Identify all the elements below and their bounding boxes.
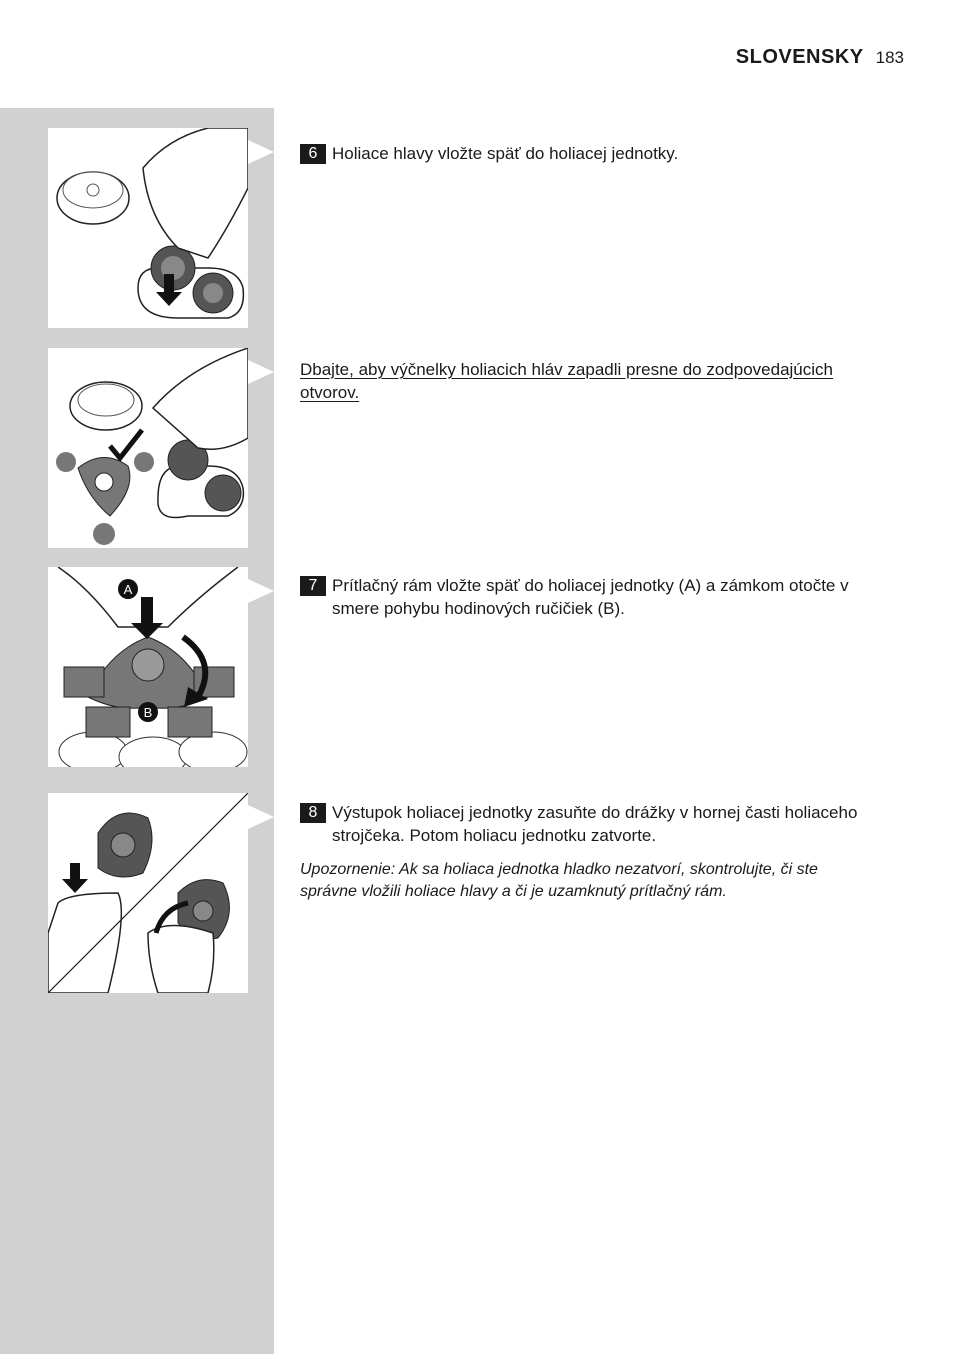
warning-note [300,859,840,903]
page-number: 183 [875,48,904,67]
insert-heads-illustration [48,128,248,328]
retaining-frame-illustration [48,567,248,767]
figure-alignment [48,348,248,548]
step-number: 6 [300,144,326,164]
step-text: Prítlačný rám vložte späť do holiacej jednotky (A) a zámkom otočte v smere pohybu hodinových ručičiek (B). [332,576,849,618]
figure-pointer [248,360,274,384]
warning-note-text: Upozornenie: Ak sa holiaca jednotka hladko nezatvorí, skontrolujte, či ste správne vložili holiace hlavy a či je uzamknutý prítlačný rám. [300,861,818,900]
figure-pointer [248,805,274,829]
figure-close-unit [48,793,248,993]
page-header [736,46,904,69]
figure-retaining-frame [48,567,248,767]
alignment-note-text: Dbajte, aby výčnelky holiacich hláv zapadli presne do zodpovedajúcich otvorov. [300,360,833,402]
step-8 [300,801,860,847]
step-6 [300,142,900,165]
label-a: A [123,582,133,597]
alignment-note [300,358,885,404]
step-number: 7 [300,576,326,596]
label-b: B [143,705,153,720]
step-number: 8 [300,803,326,823]
figure-pointer [248,140,274,164]
alignment-illustration [48,348,248,548]
step-text: Výstupok holiacej jednotky zasuňte do drážky v hornej časti holiaceho strojčeka. Potom holiacu jednotku zatvorte. [332,803,858,845]
step-text: Holiace hlavy vložte späť do holiacej jednotky. [332,144,679,163]
figure-pointer [248,579,274,603]
close-unit-illustration [48,793,248,993]
step-7 [300,574,900,620]
figure-insert-heads [48,128,248,328]
language-title: SLOVENSKY [735,46,864,68]
